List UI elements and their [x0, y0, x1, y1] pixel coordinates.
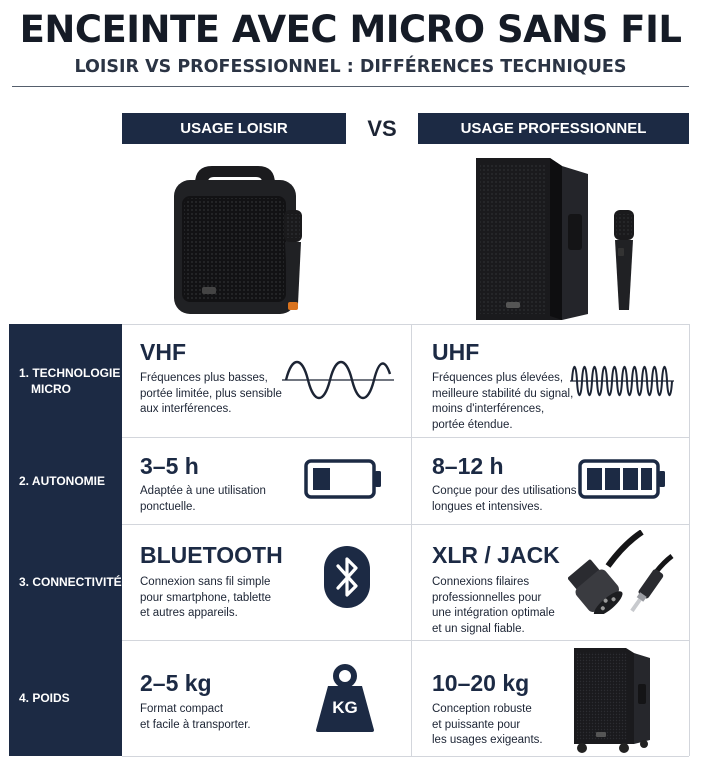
page-title: ENCEINTE AVEC MICRO SANS FIL — [19, 8, 682, 51]
battery-low-icon — [304, 458, 384, 500]
pro-connectivity-desc: Connexions filaires professionnelles pour une intégration optimale et un signal fiable. — [432, 576, 555, 635]
table-border — [689, 324, 690, 756]
leisure-weight-value: 2–5 kg — [140, 670, 212, 696]
leisure-weight-desc: Format compact et facile à transporter. — [140, 703, 251, 731]
row-label-connectivite: 3. CONNECTIVITÉ — [9, 524, 122, 640]
row-divider — [122, 524, 689, 525]
leisure-connectivity-value: BLUETOOTH — [140, 542, 283, 568]
pro-battery-desc: Conçue pour des utilisations longues et intensives. — [432, 485, 577, 513]
row-label-autonomie: 2. AUTONOMIE — [9, 437, 122, 524]
column-header-leisure: USAGE LOISIR — [122, 113, 346, 144]
vs-label: VS — [367, 116, 397, 141]
pro-weight-desc: Conception robuste et puissante pour les usages exigeants. — [432, 703, 543, 746]
leisure-battery-desc: Adaptée à une utilisation ponctuelle. — [140, 485, 266, 513]
row-divider — [122, 437, 689, 438]
pro-speaker-on-wheels-icon — [570, 644, 656, 756]
row-divider — [122, 640, 689, 641]
xlr-jack-cable-icon — [568, 530, 674, 614]
pro-weight-value: 10–20 kg — [432, 670, 530, 696]
high-frequency-wave-icon — [570, 358, 674, 404]
weight-kg-label: KG — [332, 698, 358, 717]
battery-full-icon — [578, 458, 668, 500]
low-frequency-wave-icon — [282, 354, 394, 406]
pro-mic-tech-value: UHF — [432, 339, 480, 365]
page-subtitle: LOISIR VS PROFESSIONNEL : DIFFÉRENCES TECHNIQUES — [74, 57, 627, 77]
pro-mic-tech-desc: Fréquences plus élevées, meilleure stabilité du signal, moins d'interférences, portée étendue. — [432, 372, 574, 431]
leisure-speaker-image — [150, 144, 350, 324]
column-header-professional: USAGE PROFESSIONNEL — [418, 113, 689, 144]
row-label-poids: 4. POIDS — [9, 640, 122, 756]
header-divider — [12, 86, 689, 87]
pro-battery-value: 8–12 h — [432, 453, 504, 479]
leisure-battery-value: 3–5 h — [140, 453, 199, 479]
leisure-connectivity-desc: Connexion sans fil simple pour smartphone, tablette et autres appareils. — [140, 576, 272, 619]
column-divider — [411, 324, 412, 756]
row-divider — [122, 324, 689, 325]
leisure-mic-tech-value: VHF — [140, 339, 186, 365]
weight-kg-icon — [314, 664, 376, 734]
row-divider — [122, 756, 689, 757]
bluetooth-icon — [324, 546, 370, 608]
professional-speaker-image — [450, 144, 660, 324]
row-label-technologie: 1. TECHNOLOGIE MICRO — [9, 324, 122, 437]
pro-connectivity-value: XLR / JACK — [432, 542, 560, 568]
leisure-mic-tech-desc: Fréquences plus basses, portée limitée, plus sensible aux interférences. — [140, 372, 282, 415]
